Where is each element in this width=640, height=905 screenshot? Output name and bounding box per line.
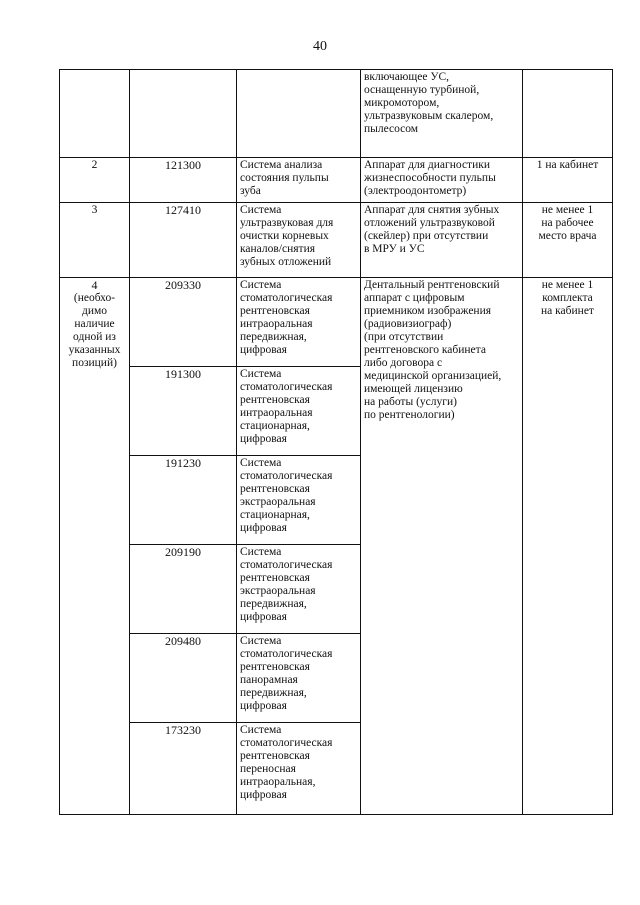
page-number: 40	[313, 39, 327, 54]
description-line: оснащенную турбиной,	[364, 84, 480, 96]
description-line: отложений ультразвуковой	[364, 217, 495, 229]
name-line: стационарная,	[240, 509, 310, 521]
name-line: рентгеновская	[240, 661, 310, 673]
row-number-cell	[60, 70, 130, 158]
name-line: Система	[240, 279, 282, 291]
name-line: стоматологическая	[240, 470, 333, 482]
name-line: рентгеновская	[240, 394, 310, 406]
description-line: медицинской организацией,	[364, 370, 502, 382]
name-line: очистки корневых	[240, 230, 329, 242]
description-cell	[361, 203, 523, 278]
name-cell	[237, 278, 361, 367]
description-line: Дентальный рентгеновский	[364, 279, 500, 291]
name-line: рентгеновская	[240, 572, 310, 584]
name-line: Система	[240, 635, 282, 647]
quantity-line: комплекта	[542, 292, 593, 304]
name-line: стоматологическая	[240, 648, 333, 660]
name-line: Система	[240, 368, 282, 380]
code-cell	[130, 634, 237, 723]
description-line: (радиовизиограф)	[364, 318, 452, 330]
name-line: экстраоральная	[240, 585, 316, 597]
group-note-line: димо	[81, 305, 108, 317]
name-cell	[237, 203, 361, 278]
name-line: Система анализа	[240, 159, 323, 171]
group-note-line: позиций)	[72, 357, 117, 369]
description-cell	[361, 278, 523, 815]
description-line: ультразвуковым скалером,	[364, 110, 494, 122]
code-cell	[130, 545, 237, 634]
description-cell	[361, 70, 523, 158]
name-line: состояния пульпы	[240, 172, 329, 184]
name-line: экстраоральная	[240, 496, 316, 508]
name-line: рентгеновская	[240, 750, 310, 762]
table-row	[60, 70, 613, 158]
name-line: интраоральная,	[240, 776, 316, 788]
description-line: на работы (услуги)	[364, 396, 457, 408]
item-code: 191300	[165, 367, 201, 381]
description-line: в МРУ и УС	[364, 243, 425, 255]
name-line: зубных отложений	[240, 256, 332, 268]
name-line: цифровая	[240, 522, 287, 534]
code-cell	[130, 367, 237, 456]
code-cell	[130, 723, 237, 815]
name-line: передвижная,	[240, 687, 307, 699]
name-cell	[237, 634, 361, 723]
name-line: зуба	[240, 185, 261, 197]
item-code: 209330	[165, 278, 201, 292]
name-line: Система	[240, 724, 282, 736]
name-line: интраоральная	[240, 407, 313, 419]
description-line: (при отсутствии	[364, 331, 444, 343]
quantity-line: не менее 1	[541, 204, 594, 216]
group-note-line: (необхо-	[73, 292, 116, 304]
description-line: либо договора с	[364, 357, 443, 369]
name-line: стационарная,	[240, 420, 310, 432]
item-code: 209480	[165, 634, 201, 648]
name-line: стоматологическая	[240, 737, 333, 749]
name-line: Система	[240, 457, 282, 469]
item-code: 121300	[165, 158, 201, 172]
group-number-cell	[60, 278, 130, 815]
description-line: Аппарат для снятия зубных	[364, 204, 500, 216]
name-line: цифровая	[240, 700, 287, 712]
name-line: стоматологическая	[240, 292, 333, 304]
row-number-cell	[60, 203, 130, 278]
name-cell	[237, 70, 361, 158]
quantity-cell	[523, 158, 613, 203]
description-line: (электроодонтометр)	[364, 185, 467, 197]
name-line: рентгеновская	[240, 483, 310, 495]
name-line: стоматологическая	[240, 381, 333, 393]
group-note-line: наличие	[74, 318, 115, 330]
quantity-line: на рабочее	[541, 217, 594, 229]
name-cell	[237, 158, 361, 203]
name-line: цифровая	[240, 433, 287, 445]
description-line: аппарат с цифровым	[364, 292, 465, 304]
quantity-cell	[523, 278, 613, 815]
row-number: 4	[91, 278, 98, 292]
description-line: рентгеновского кабинета	[364, 344, 486, 356]
description-line: включающее УС,	[364, 71, 450, 83]
description-cell	[361, 158, 523, 203]
name-line: переносная	[240, 763, 296, 775]
group-note-line: одной из	[73, 331, 116, 343]
description-line: жизнеспособности пульпы	[364, 172, 496, 184]
table-row	[60, 203, 613, 278]
name-line: каналов/снятия	[240, 243, 316, 255]
item-code: 191230	[165, 456, 201, 470]
description-line: имеющей лицензию	[364, 383, 463, 395]
item-code: 209190	[165, 545, 201, 559]
equipment-table	[59, 69, 613, 815]
quantity-text: 1 на кабинет	[536, 159, 599, 171]
row-number-cell	[60, 158, 130, 203]
name-line: цифровая	[240, 344, 287, 356]
group-note-line: указанных	[68, 344, 121, 356]
code-cell	[130, 278, 237, 367]
item-code: 127410	[165, 203, 201, 217]
code-cell	[130, 158, 237, 203]
name-line: цифровая	[240, 789, 287, 801]
name-line: ультразвуковая для	[240, 217, 334, 229]
name-line: панорамная	[240, 674, 298, 686]
name-line: интраоральная	[240, 318, 313, 330]
name-line: стоматологическая	[240, 559, 333, 571]
name-line: Система	[240, 546, 282, 558]
table-row	[60, 158, 613, 203]
name-line: рентгеновская	[240, 305, 310, 317]
name-line: цифровая	[240, 611, 287, 623]
description-line: микромотором,	[364, 97, 440, 109]
name-cell	[237, 456, 361, 545]
name-cell	[237, 545, 361, 634]
row-number: 3	[91, 204, 98, 216]
name-cell	[237, 723, 361, 815]
code-cell	[130, 203, 237, 278]
name-line: передвижная,	[240, 598, 307, 610]
description-line: приемником изображения	[364, 305, 492, 317]
item-code: 173230	[165, 723, 201, 737]
code-cell	[130, 456, 237, 545]
name-line: передвижная,	[240, 331, 307, 343]
description-line: по рентгенологии)	[364, 409, 455, 421]
quantity-line: место врача	[538, 230, 597, 242]
code-cell	[130, 70, 237, 158]
quantity-line: не менее 1	[541, 279, 594, 291]
quantity-cell	[523, 203, 613, 278]
name-line: Система	[240, 204, 282, 216]
row-number: 2	[91, 159, 98, 171]
name-cell	[237, 367, 361, 456]
quantity-cell	[523, 70, 613, 158]
description-line: пылесосом	[364, 123, 419, 135]
quantity-line: на кабинет	[541, 305, 594, 317]
description-line: (скейлер) при отсутствии	[364, 230, 489, 242]
description-line: Аппарат для диагностики	[364, 159, 490, 171]
table-row	[60, 278, 613, 367]
